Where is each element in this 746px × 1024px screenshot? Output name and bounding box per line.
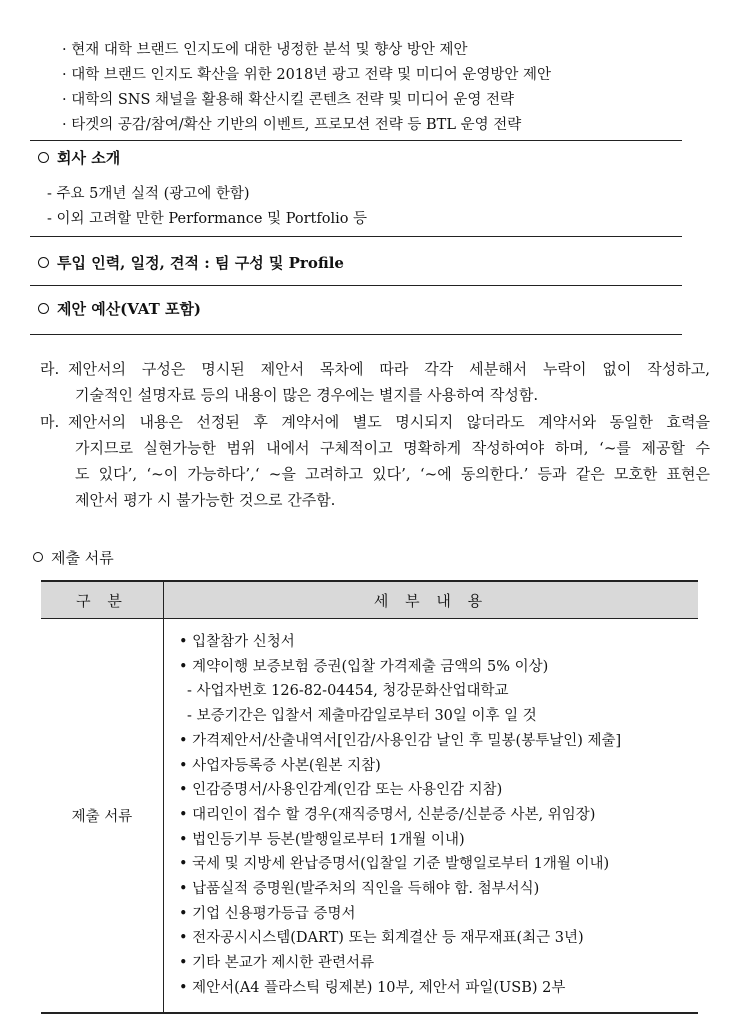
paragraph-ma-line-2: 가지므로 실현가능한 범위 내에서 구체적이고 명확하게 작성하여야 하며, ‘~를 제공할 수 [75,439,710,457]
circle-bullet-icon [38,257,49,268]
section-staffing-title: 투입 인력, 일정, 견적 : 팀 구성 및 Profile [38,252,344,273]
list-item: • 사업자등록증 사본(원본 지참) [179,757,381,774]
bullet-current-brand-analysis: · 현재 대학 브랜드 인지도에 대한 냉정한 분석 및 향상 방안 제안 [62,42,468,58]
paragraph-ma-line-3: 도 있다’, ‘~이 가능하다’,‘ ~을 고려하고 있다’, ‘~에 동의한다.’ 등과 같은 모호한 표현은 [75,465,710,483]
paragraph-ma-line-1: 제안서의 내용은 선정된 후 계약서에 별도 명시되지 않더라도 계약서와 동일한 효력을 [68,413,710,431]
details-cell [164,619,699,1013]
table-header-row [41,581,698,619]
list-item: - 보증기간은 입찰서 제출마감일로부터 30일 이후 일 것 [187,708,537,725]
list-item: • 가격제안서/산출내역서[인감/사용인감 날인 후 밀봉(봉투날인) 제출] [179,732,622,749]
company-item-portfolio: - 이외 고려할 만한 Performance 및 Portfolio 등 [47,211,368,227]
circle-bullet-icon [38,303,49,314]
details-list [165,620,697,1011]
row-label: 제출 서류 [41,619,164,1013]
divider [30,334,682,335]
bullet-btl-strategy: · 타겟의 공감/참여/확산 기반의 이벤트, 프로모션 전략 등 BTL 운영 전략 [62,117,522,133]
list-item: • 국세 및 지방세 완납증명서(입찰일 기준 발행일로부터 1개월 이내) [179,856,610,873]
list-item: • 인감증명서/사용인감계(인감 또는 사용인감 지참) [179,782,503,799]
company-item-performance: - 주요 5개년 실적 (광고에 한함) [47,186,250,202]
divider [30,285,682,286]
list-item: - 사업자번호 126-82-04454, 청강문화산업대학교 [187,683,509,700]
paragraph-ma-label: 마. [40,413,60,431]
list-item: • 법인등기부 등본(발행일로부터 1개월 이내) [179,831,465,848]
list-item: • 기업 신용평가등급 증명서 [179,905,356,922]
bullet-sns-strategy: · 대학의 SNS 채널을 활용해 확산시킬 콘텐츠 전략 및 미디어 운영 전략 [62,92,515,108]
section-budget-title: 제안 예산(VAT 포함) [38,298,201,319]
divider [30,236,682,237]
list-item: • 대리인이 접수 할 경우(재직증명서, 신분증/신분증 사본, 위임장) [179,806,596,823]
list-item: • 납품실적 증명원(발주처의 직인을 득해야 함. 첨부서식) [179,881,540,898]
list-item: • 제안서(A4 플라스틱 링제본) 10부, 제안서 파일(USB) 2부 [179,979,566,996]
submission-heading: 제출 서류 [33,547,114,568]
circle-bullet-icon [38,152,49,163]
bullet-ad-strategy: · 대학 브랜드 인지도 확산을 위한 2018년 광고 전략 및 미디어 운영방안 제안 [62,67,552,83]
paragraph-ra-label: 라. [40,360,60,378]
paragraph-ma-line-4: 제안서 평가 시 불가능한 것으로 간주함. [75,491,336,509]
paragraph-ra-line-2: 기술적인 설명자료 등의 내용이 많은 경우에는 별지를 사용하여 작성함. [75,386,539,404]
table-row [41,619,698,1013]
header-category: 구 분 [41,581,164,619]
list-item: • 기타 본교가 제시한 관련서류 [179,955,375,972]
header-details: 세 부 내 용 [164,581,699,619]
paragraph-ra-line-1: 제안서의 구성은 명시된 제안서 목차에 따라 각각 세분해서 누락이 없이 작성하고, [68,360,710,378]
list-item: • 입찰참가 신청서 [179,634,295,650]
list-item: • 전자공시시스템(DART) 또는 회계결산 등 재무재표(최근 3년) [179,930,584,947]
list-item: • 계약이행 보증보험 증권(입찰 가격제출 금액의 5% 이상) [179,658,549,675]
circle-bullet-icon [33,552,43,562]
divider [30,140,682,141]
submission-table [41,580,698,1014]
section-company-title: 회사 소개 [38,147,120,168]
